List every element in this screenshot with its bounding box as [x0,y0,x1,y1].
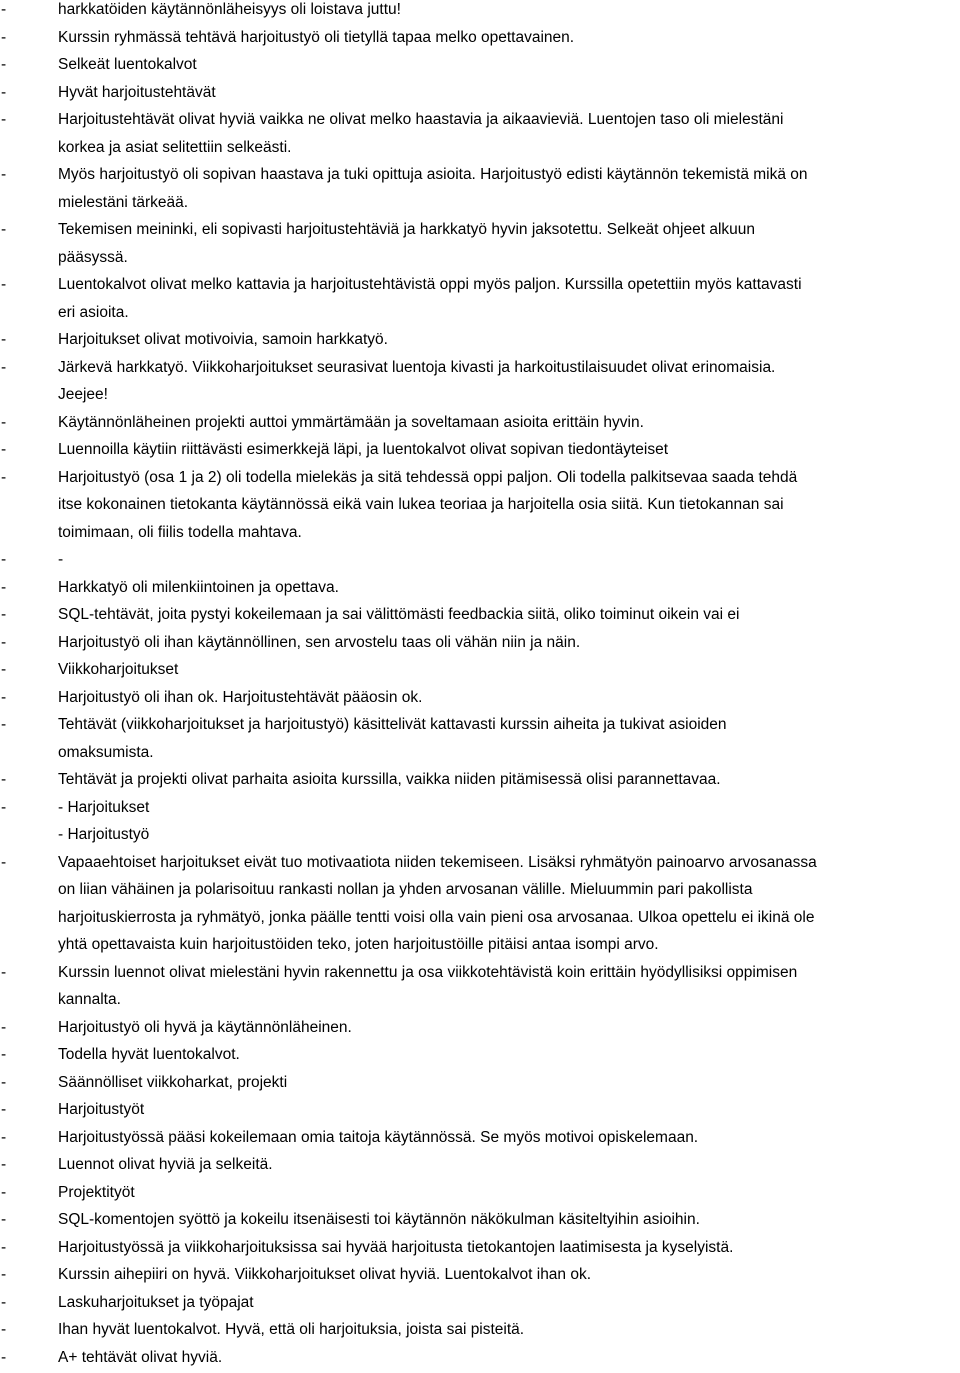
text-line: Projektityöt [58,1183,135,1201]
list-item-text [58,79,960,107]
text-line: - Harjoitustyö [58,826,150,843]
text-line: Kurssin ryhmässä tehtävä harjoitustyö oli tietyllä tapaa melko opettavainen. [58,28,575,46]
text-line: Harjoitustyö oli ihan ok. Harjoitustehtävät pääosin ok. [58,688,423,706]
list-item [0,684,960,712]
text-line: Harjoitustyö oli ihan käytännöllinen, sen arvostelu taas oli vähän niin ja näin. [58,633,581,651]
list-bullet: - [1,771,7,788]
list-item [0,326,960,354]
text-line: Tehtävät (viikkoharjoitukset ja harjoitustyö) käsittelivät kattavasti kurssin aiheita ja tukivat asioiden [58,716,727,733]
list-item-text [58,1289,960,1317]
text-line: Selkeät luentokalvot [58,56,197,73]
list-item-text [58,24,960,52]
list-item-text [58,1096,960,1124]
list-item [0,106,960,161]
list-item-text [58,1261,960,1289]
list-item-text [58,409,960,437]
list-item [0,1124,960,1152]
list-item-text [58,1179,960,1207]
text-line: korkea ja asiat selitettiin selkeästi. [58,138,292,156]
text-line: Harjoitustyöt [58,1101,145,1118]
list-bullet: - [1,1238,7,1256]
list-bullet: - [1,1101,7,1118]
list-bullet: - [1,578,7,596]
list-bullet: - [1,606,7,623]
text-line: mielestäni tärkeää. [58,193,189,211]
text-line: Tekemisen meininki, eli sopivasti harjoitustehtäviä ja harkkatyö hyvin jaksotettu. Selkeät ohjeet alkuun [58,221,756,238]
list-item-text [58,794,960,849]
list-item-text [58,1344,960,1372]
list-bullet: - [1,1211,7,1228]
list-bullet: - [1,661,7,678]
list-item [0,849,960,959]
list-bullet: - [1,1321,7,1338]
list-item [0,51,960,79]
list-item [0,161,960,216]
list-bullet: - [1,28,7,46]
text-line: eri asioita. [58,303,129,321]
list-item-text [58,436,960,464]
list-item-text [58,959,960,1014]
list-item [0,436,960,464]
text-line: Vapaaehtoiset harjoitukset eivät tuo motivaatiota niiden tekemiseen. Lisäksi ryhmätyön painoarvo arvosanassa [58,853,817,871]
list-item-text [58,1069,960,1097]
text-line: Kurssin aihepiiri on hyvä. Viikkoharjoitukset olivat hyviä. Luentokalvot ihan ok. [58,1266,592,1283]
list-bullet: - [1,441,7,458]
list-item [0,354,960,409]
list-item [0,464,960,547]
text-line: kannalta. [58,991,121,1008]
text-line: Jeejee! [58,386,108,403]
text-line: Kurssin luennot olivat mielestäni hyvin rakennettu ja osa viikkotehtävistä koin erittäin hyödyllisiksi oppimisen [58,963,798,981]
list-item-text [58,271,960,326]
list-item-text [58,0,960,24]
text-line: - [58,551,64,568]
text-line: Harjoitustyössä pääsi kokeilemaan omia taitoja käytännössä. Se myös motivoi opiskelemaan. [58,1128,699,1146]
list-item-text [58,51,960,79]
text-line: Luennoilla käytiin riittävästi esimerkkejä läpi, ja luentokalvot olivat sopivan tiedontäyteiset [58,441,668,458]
list-item [0,1344,960,1372]
list-bullet: - [1,276,7,293]
list-item-text [58,574,960,602]
list-item-text [58,766,960,794]
list-item-text [58,629,960,657]
list-bullet: - [1,1348,7,1366]
list-item [0,629,960,657]
text-line: SQL-komentojen syöttö ja kokeilu itsenäisesti toi käytännön näkökulman käsiteltyihin asioihin. [58,1211,700,1228]
text-line: Hyvät harjoitustehtävät [58,83,216,101]
list-item [0,1041,960,1069]
text-line: - Harjoitukset [58,798,150,816]
list-item [0,546,960,574]
list-bullet: - [1,1156,7,1173]
list-bullet: - [1,331,7,348]
list-item [0,24,960,52]
list-item [0,1179,960,1207]
list-item [0,1151,960,1179]
list-item-text [58,1041,960,1069]
text-line: harkkatöiden käytännönläheisyys oli loistava juttu! [58,1,401,18]
text-line: Viikkoharjoitukset [58,661,179,678]
list-item [0,216,960,271]
list-bullet: - [1,1183,7,1201]
list-item-text [58,1234,960,1262]
list-bullet: - [1,413,7,431]
list-item [0,1206,960,1234]
list-item [0,959,960,1014]
list-item [0,271,960,326]
list-bullet: - [1,56,7,73]
text-line: Todella hyvät luentokalvot. [58,1046,240,1063]
list-item-text [58,1206,960,1234]
list-item-text [58,1124,960,1152]
list-item [0,711,960,766]
list-bullet: - [1,1018,7,1036]
text-line: Säännölliset viikkoharkat, projekti [58,1073,288,1091]
list-item-text [58,464,960,547]
text-line: Harjoitustehtävät olivat hyviä vaikka ne olivat melko haastavia ja aikaavieviä. Luentojen taso oli mielestäni [58,111,784,128]
text-line: itse kokonainen tietokanta käytännössä eikä vain lukea teoriaa ja harjoitella osia siitä. Kun tietokannan sai [58,496,784,513]
list-item [0,1096,960,1124]
list-bullet: - [1,853,7,871]
list-item [0,601,960,629]
list-bullet: - [1,1,7,18]
text-line: Harjoitustyö (osa 1 ja 2) oli todella mielekäs ja sitä tehdessä oppi paljon. Oli todella palkitsevaa saada tehdä [58,468,798,486]
list-bullet: - [1,798,7,816]
text-line: A+ tehtävät olivat hyviä. [58,1348,223,1366]
list-bullet: - [1,111,7,128]
list-bullet: - [1,1266,7,1283]
text-line: on liian vähäinen ja polarisoituu rankasti nollan ja yhden arvosanan välille. Mieluummin pari pakollista [58,881,753,898]
text-line: Käytännönläheinen projekti auttoi ymmärtämään ja soveltamaan asioita erittäin hyvin. [58,413,644,431]
list-bullet: - [1,688,7,706]
text-line: harjoituskierrosta ja ryhmätyö, jonka päälle tentti voisi olla vain pieni osa arvosanaa. Ulkoa opettelu ei ikinä ole [58,908,815,926]
list-item-text [58,354,960,409]
list-bullet: - [1,633,7,651]
text-line: Harjoitustyö oli hyvä ja käytännönläheinen. [58,1018,352,1036]
list-item-text [58,684,960,712]
list-bullet: - [1,1293,7,1311]
list-item [0,574,960,602]
text-line: Laskuharjoitukset ja työpajat [58,1293,254,1311]
list-item-text [58,106,960,161]
list-bullet: - [1,166,7,183]
list-item-text [58,216,960,271]
list-bullet: - [1,551,7,568]
list-item-text [58,546,960,574]
list-item-text [58,601,960,629]
list-item [0,409,960,437]
list-item [0,1261,960,1289]
list-item-text [58,711,960,766]
list-item [0,0,960,24]
list-item [0,656,960,684]
list-item-text [58,161,960,216]
list-item-text [58,326,960,354]
list-item [0,1014,960,1042]
text-line: Ihan hyvät luentokalvot. Hyvä, että oli harjoituksia, joista sai pisteitä. [58,1321,525,1338]
list-bullet: - [1,963,7,981]
list-item-text [58,1316,960,1344]
list-item [0,1069,960,1097]
text-line: Harjoitukset olivat motivoivia, samoin harkkatyö. [58,331,388,348]
list-bullet: - [1,1046,7,1063]
text-line: pääsyssä. [58,248,128,266]
text-line: Myös harjoitustyö oli sopivan haastava ja tuki opittuja asioita. Harjoitustyö edisti käytännön tekemistä mikä on [58,166,808,183]
text-line: SQL-tehtävät, joita pystyi kokeilemaan ja sai välittömästi feedbackia siitä, oliko toiminut oikein vai ei [58,606,740,623]
list-item-text [58,656,960,684]
list-item-text [58,849,960,959]
list-bullet: - [1,83,7,101]
list-item [0,1234,960,1262]
text-line: Luennot olivat hyviä ja selkeitä. [58,1156,273,1173]
list-item-text [58,1151,960,1179]
list-item [0,1289,960,1317]
text-line: Luentokalvot olivat melko kattavia ja harjoitustehtävistä oppi myös paljon. Kurssilla opetettiin myös kattavasti [58,276,802,293]
list-bullet: - [1,1128,7,1146]
list-item-text [58,1014,960,1042]
text-line: Järkevä harkkatyö. Viikkoharjoitukset seurasivat luentoja kivasti ja harkoitustilaisuudet olivat erinomaisia. [58,358,776,376]
text-line: Harjoitustyössä ja viikkoharjoituksissa sai hyvää harjoitusta tietokantojen laatimisesta ja kyselyistä. [58,1238,734,1256]
list-bullet: - [1,1073,7,1091]
list-bullet: - [1,358,7,376]
list-bullet: - [1,716,7,733]
text-line: yhtä opettavaista kuin harjoitustöiden teko, joten harjoitustöille pitäisi antaa isompi arvo. [58,936,659,953]
list-item [0,79,960,107]
list-bullet: - [1,468,7,486]
list-item [0,1316,960,1344]
text-line: Harkkatyö oli milenkiintoinen ja opettava. [58,578,339,596]
text-line: toimimaan, oli fiilis todella mahtava. [58,523,302,541]
list-item [0,794,960,849]
list-bullet: - [1,221,7,238]
text-line: omaksumista. [58,743,154,761]
list-item [0,766,960,794]
text-line: Tehtävät ja projekti olivat parhaita asioita kurssilla, vaikka niiden pitämisessä olisi parannettavaa. [58,771,721,788]
